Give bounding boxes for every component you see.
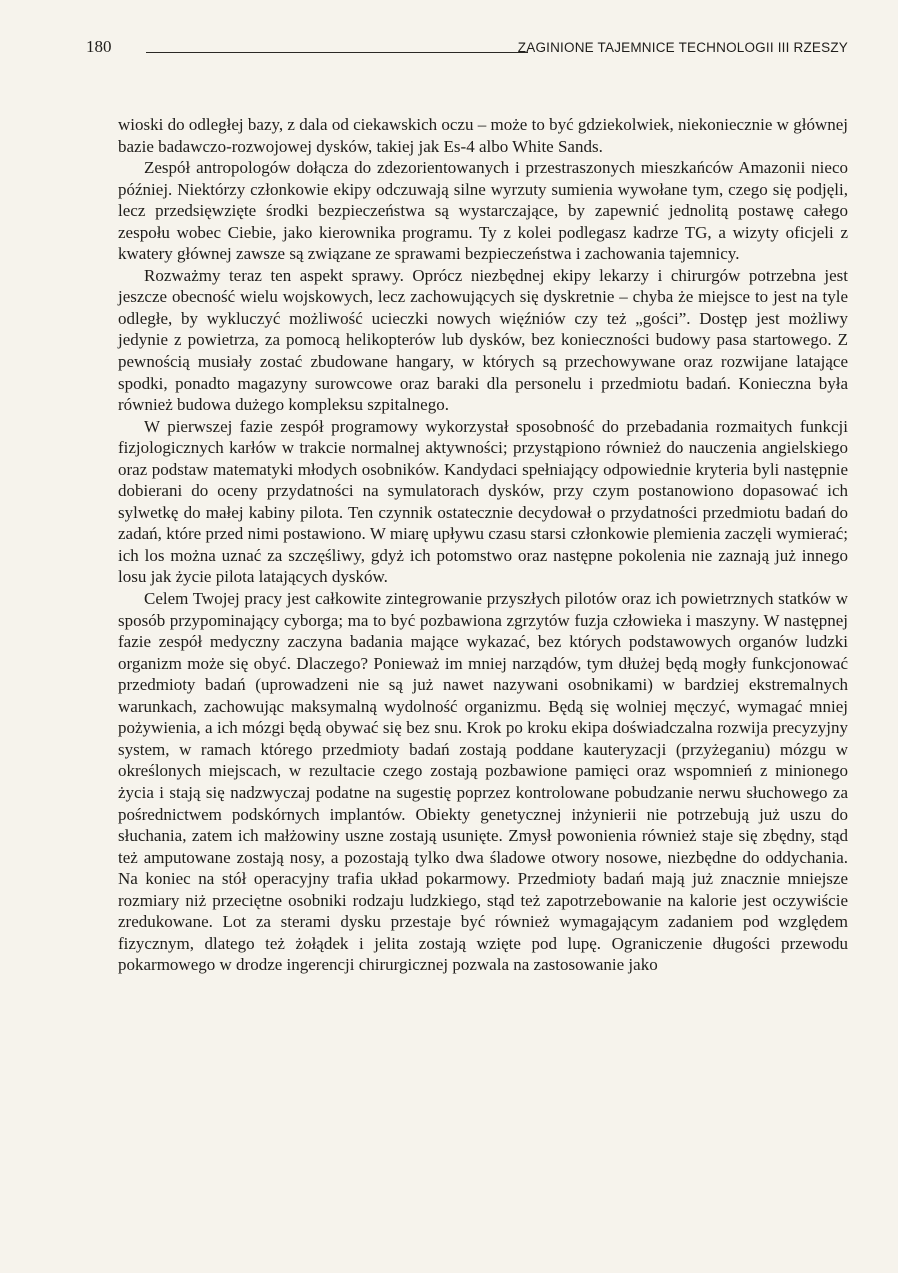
paragraph-continued: wioski do odległej bazy, z dala od ciekawskich oczu – może to być gdziekolwiek, niekoniecznie w głównej bazie badawczo-rozwojowej dysków, takiej jak Es-4 albo White Sands. [118, 115, 848, 156]
running-title: ZAGINIONE TAJEMNICE TECHNOLOGII III RZESZY [517, 40, 848, 55]
paragraph: Rozważmy teraz ten aspekt sprawy. Oprócz niezbędnej ekipy lekarzy i chirurgów potrzebna jest jeszcze obecność wielu wojskowych, lecz zachowujących się dyskretnie – chyba że miejsce to jest na tyle odległe, by wykluczyć możliwość ucieczki nowych więźniów czy też „gości”. Dostęp jest możliwy jedynie z powietrza, za pomocą helikopterów lub dysków, bez konieczności budowy pasa startowego. Z pewnością musiały zostać zbudowane hangary, w których są przechowywane oraz rozwijane latające spodki, ponadto magazyny surowcowe oraz baraki dla personelu i przedmiotu badań. Konieczna była również budowa dużego kompleksu szpitalnego. [118, 265, 848, 415]
paragraph: Zespół antropologów dołącza do zdezorientowanych i przestraszonych mieszkańców Amazonii nieco później. Niektórzy członkowie ekipy odczuwają silne wyrzuty sumienia wywołane tym, czego się podjęli, lecz przedsięwzięte środki bezpieczeństwa są wystarczające, by zapewnić jednolitą postawę całego zespołu wobec Ciebie, jako kierownika programu. Ty z kolei podlegasz kadrze TG, a wizyty oficjeli z kwatery głównej zawsze są związane ze sprawami bezpieczeństwa i zachowania tajemnicy. [118, 158, 848, 264]
paragraph: Celem Twojej pracy jest całkowite zintegrowanie przyszłych pilotów oraz ich powietrznych statków w sposób przypominający cyborga; ma to być pozbawiona zgrzytów fuzja człowieka i maszyny. W następnej fazie zespół medyczny zaczyna badania mające wykazać, bez których podstawowych organów ludzki organizm może się obyć. Dlaczego? Ponieważ im mniej narządów, tym dłużej będą mogły funkcjonować przedmioty badań (uprowadzeni nie są już nawet nazywani osobnikami) w bardziej ekstremalnych warunkach, zachowując maksymalną wydolność organizmu. Będą się wolniej męczyć, wymagać mniej pożywienia, a ich mózgi będą obywać się bez snu. Krok po kroku ekipa doświadczalna rozwija precyzyjny system, w ramach którego przedmioty badań zostają poddane kauteryzacji (przyżeganiu) mózgu w określonych miejscach, w rezultacie czego zostają pozbawione pamięci oraz wspomnień z minionego życia i stają się nadzwyczaj podatne na sugestię poprzez kontrolowane pobudzanie nerwu słuchowego za pośrednictwem podskórnych implantów. Obiekty genetycznej inżynierii nie potrzebują już uszu do słuchania, zatem ich małżowiny uszne zostają usunięte. Zmysł powonienia również staje się zbędny, stąd też amputowane zostają nosy, a pozostają tylko dwa śladowe otwory nosowe, niezbędne do oddychania. Na koniec na stół operacyjny trafia układ pokarmowy. Przedmioty badań mają już znacznie mniejsze rozmiary niż przeciętne osobniki rodzaju ludzkiego, stąd też zapotrzebowanie na kalorie jest oczywiście zredukowane. Lot za sterami dysku przestaje być również wymagającym zadaniem pod względem fizycznym, dlatego też żołądek i jelita zostają wzięte pod lupę. Ograniczenie długości przewodu pokarmowego w drodze ingerencji chirurgicznej pozwala na zastosowanie jako [118, 589, 848, 975]
page-number: 180 [86, 37, 112, 56]
paragraph: W pierwszej fazie zespół programowy wykorzystał sposobność do przebadania rozmaitych funkcji fizjologicznych karłów w trakcie normalnej aktywności; przystąpiono również do nauczenia angielskiego oraz podstaw matematyki młodych osobników. Kandydaci spełniający odpowiednie kryteria byli następnie dobierani do oceny przydatności na symulatorach dysków, przy czym postanowiono dopasować ich sylwetkę do małej kabiny pilota. Ten czynnik ostatecznie decydował o przydatności przedmiotu badań do zadań, które przed nimi postawiono. W miarę upływu czasu starsi członkowie plemienia zaczęli wymierać; ich los można uznać za szczęśliwy, gdyż ich potomstwo oraz następne pokolenia nie zaznają już innego losu jak życie pilota latających dysków. [118, 416, 848, 587]
body-text [118, 114, 848, 976]
header-rule [146, 52, 528, 53]
page-header [86, 36, 848, 60]
